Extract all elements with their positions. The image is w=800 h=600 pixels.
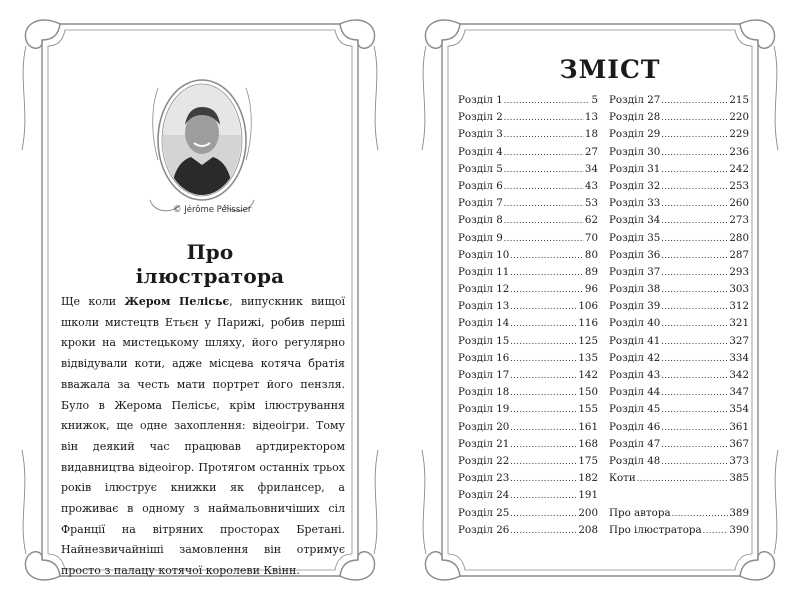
- toc-entry-label: Розділ 27: [609, 94, 661, 106]
- toc-leader-dots: [504, 148, 584, 157]
- toc-entry-label: Розділ 30: [609, 145, 661, 158]
- toc-entry-page: 96: [584, 283, 598, 296]
- toc-leader-dots: [661, 96, 728, 105]
- toc-entry[interactable]: [609, 300, 749, 317]
- toc-leader-dots: [661, 130, 728, 139]
- toc-entry-page: 220: [729, 111, 749, 124]
- toc-entry[interactable]: [458, 438, 598, 455]
- toc-entry-label: Розділ 32: [609, 179, 661, 192]
- toc-entry-label: Розділ 35: [609, 231, 661, 244]
- illustrator-bio: [61, 292, 345, 582]
- toc-leader-dots: [504, 165, 584, 174]
- bio-text: , випускник вищої школи мистецтв Етьєн у Парижі, робив перші кроки на мистецькому шляху, його регулярно відвідували коти, адже місцева котяча братія вважала за честь мати портрет його пензля. Було в Жерома Пелісьє, крім ілюстрування книжок, ще одне захоплення: відеоігри. Тому він деякий час працював артдиректором видавництва відеоігор. Протягом останніх трьох років ілюструє книжки як фрилансер, а проживає в одному з наймальовничіших сіл Франції на вітряних просторах Бретані. Найнезвичайніші замовлення він отримує просто з палацу котячої королеви Квінн.: [61, 295, 346, 578]
- toc-entry-label: Розділ 22: [458, 454, 510, 467]
- toc-entry[interactable]: [609, 232, 749, 249]
- toc-entry-label: Розділ 46: [609, 420, 661, 433]
- toc-leader-dots: [510, 268, 584, 277]
- toc-entry-page: 273: [729, 214, 749, 227]
- toc-entry-label: Розділ 4: [458, 145, 503, 158]
- toc-entry-page: 106: [578, 300, 598, 313]
- toc-entry-page: 354: [729, 403, 749, 416]
- toc-entry-label: Розділ 3: [458, 128, 503, 141]
- toc-entry-label: Розділ 40: [609, 317, 661, 330]
- toc-entry-label: Розділ 36: [609, 248, 661, 261]
- toc-entry-page: 43: [584, 179, 598, 192]
- toc-entry-page: 208: [578, 523, 598, 536]
- toc-entry-page: 229: [729, 128, 749, 141]
- toc-entry[interactable]: [458, 146, 598, 163]
- toc-entry-page: 80: [584, 248, 598, 261]
- toc-entry-label: Розділ 18: [458, 386, 510, 399]
- toc-entry[interactable]: [458, 421, 598, 438]
- toc-entry-label: Розділ 5: [458, 162, 503, 175]
- toc-leader-dots: [510, 491, 577, 500]
- toc-entry[interactable]: [458, 232, 598, 249]
- toc-entry-page: 287: [729, 248, 749, 261]
- toc-entry-label: Розділ 24: [458, 489, 510, 502]
- toc-leader-dots: [510, 354, 577, 363]
- toc-entry-label: Розділ 28: [609, 111, 661, 124]
- toc-leader-dots: [510, 371, 577, 380]
- toc-entry-page: 116: [578, 317, 598, 330]
- toc-entry-label: Коти: [609, 472, 636, 485]
- toc-entry-page: 5: [591, 94, 598, 106]
- toc-entry[interactable]: [458, 300, 598, 317]
- toc-leader-dots: [504, 199, 584, 208]
- toc-entry-label: Розділ 11: [458, 265, 510, 278]
- toc-entry[interactable]: [609, 524, 749, 541]
- toc-entry-page: 182: [578, 472, 598, 485]
- toc-entry-page: 191: [578, 489, 598, 502]
- toc-entry-page: 161: [578, 420, 598, 433]
- toc-leader-dots: [661, 251, 728, 260]
- toc-entry-page: 390: [729, 523, 749, 536]
- toc-leader-dots: [661, 113, 728, 122]
- right-page: [400, 0, 800, 600]
- toc-leader-dots: [661, 457, 728, 466]
- toc-entry[interactable]: [609, 421, 749, 438]
- toc-entry[interactable]: [458, 403, 598, 420]
- toc-entry[interactable]: [609, 249, 749, 266]
- toc-entry[interactable]: [609, 317, 749, 334]
- photo-credit: © Jérôme Pélissier: [173, 205, 252, 215]
- toc-entry[interactable]: [458, 111, 598, 128]
- toc-entry[interactable]: [458, 507, 598, 524]
- toc-entry-page: 321: [729, 317, 749, 330]
- toc-entry[interactable]: [458, 317, 598, 334]
- toc-leader-dots: [661, 234, 728, 243]
- toc-leader-dots: [504, 96, 591, 105]
- toc-leader-dots: [510, 388, 577, 397]
- toc-leader-dots: [661, 148, 728, 157]
- toc-entry[interactable]: [609, 403, 749, 420]
- toc-entry-label: Розділ 43: [609, 369, 661, 381]
- toc-entry[interactable]: [609, 197, 749, 214]
- toc-leader-dots: [510, 423, 577, 432]
- toc-leader-dots: [703, 526, 729, 535]
- toc-entry[interactable]: [458, 335, 598, 352]
- toc-leader-dots: [661, 388, 728, 397]
- toc-entry[interactable]: [609, 266, 749, 283]
- toc-entry[interactable]: [458, 369, 598, 386]
- toc-entry[interactable]: [458, 266, 598, 283]
- toc-entry-label: Розділ 6: [458, 179, 503, 192]
- toc-leader-dots: [661, 371, 728, 380]
- toc-leader-dots: [661, 440, 728, 449]
- toc-entry[interactable]: [458, 455, 598, 472]
- toc-entry-page: 389: [729, 506, 749, 519]
- toc-entry[interactable]: [458, 489, 598, 506]
- toc-entry-label: Розділ 23: [458, 472, 510, 485]
- toc-entry-label: Розділ 34: [609, 214, 661, 227]
- toc-entry-page: 13: [584, 111, 598, 124]
- toc-entry-label: Розділ 8: [458, 214, 503, 227]
- toc-entry[interactable]: [609, 369, 749, 386]
- toc-entry-label: Розділ 10: [458, 248, 510, 261]
- toc-entry-label: Розділ 13: [458, 300, 510, 313]
- toc-leader-dots: [504, 234, 584, 243]
- toc-leader-dots: [504, 130, 584, 139]
- toc-entry-label: Розділ 14: [458, 317, 510, 330]
- toc-entry-label: Розділ 29: [609, 128, 661, 141]
- toc-leader-dots: [510, 319, 577, 328]
- toc-entry-label: Розділ 9: [458, 231, 503, 244]
- toc-entry[interactable]: [458, 524, 598, 541]
- toc-entry-label: Розділ 33: [609, 197, 661, 210]
- toc-entry-label: Розділ 38: [609, 283, 661, 296]
- toc-leader-dots: [661, 268, 728, 277]
- toc-entry-page: 347: [729, 386, 749, 399]
- toc-entry-page: 367: [729, 437, 749, 450]
- toc-entry-page: 303: [729, 283, 749, 296]
- toc-entry-page: 125: [578, 334, 598, 347]
- toc-entry-page: 342: [729, 369, 749, 381]
- toc-entry-page: 236: [729, 145, 749, 158]
- toc-column-1: [458, 94, 598, 541]
- toc-entry[interactable]: [609, 472, 749, 489]
- bio-name: Жером Пелісьє: [124, 295, 230, 308]
- toc-entry[interactable]: [458, 197, 598, 214]
- toc-entry-page: 168: [578, 437, 598, 450]
- toc-entry-page: 215: [729, 94, 749, 106]
- toc-entry-label: Розділ 21: [458, 437, 510, 450]
- toc-entry-page: 155: [578, 403, 598, 416]
- toc-entry-label: Розділ 17: [458, 369, 510, 381]
- toc-entry[interactable]: [609, 214, 749, 231]
- toc-entry-label: Розділ 39: [609, 300, 661, 313]
- toc-entry-page: 150: [578, 386, 598, 399]
- toc-entry[interactable]: [458, 128, 598, 145]
- toc-leader-dots: [510, 405, 577, 414]
- toc-entry-page: 62: [584, 214, 598, 227]
- toc-entry-page: 200: [578, 506, 598, 519]
- toc-entry-page: 253: [729, 179, 749, 192]
- toc-entry-label: Розділ 15: [458, 334, 510, 347]
- toc-entry[interactable]: [609, 283, 749, 300]
- toc-entry-label: Розділ 1: [458, 94, 503, 106]
- toc-leader-dots: [637, 474, 729, 483]
- toc-leader-dots: [510, 509, 577, 518]
- toc-leader-dots: [510, 337, 577, 346]
- toc-entry[interactable]: [609, 386, 749, 403]
- toc-entry[interactable]: [609, 335, 749, 352]
- toc-entry[interactable]: [609, 128, 749, 145]
- toc-entry-label: Про ілюстратора: [609, 523, 702, 536]
- toc-column-2: [609, 94, 749, 541]
- toc-entry[interactable]: [458, 249, 598, 266]
- toc-entry-page: 175: [578, 454, 598, 467]
- toc-entry[interactable]: [458, 386, 598, 403]
- toc-entry-label: Розділ 47: [609, 437, 661, 450]
- toc-entry-label: Розділ 2: [458, 111, 503, 124]
- toc-entry-page: 293: [729, 265, 749, 278]
- toc-entry-label: Розділ 42: [609, 351, 661, 364]
- toc-entry-page: 260: [729, 197, 749, 210]
- toc-entry-label: Розділ 45: [609, 403, 661, 416]
- toc-entry[interactable]: [458, 180, 598, 197]
- section-title: Про ілюстратора: [135, 240, 285, 288]
- toc-entry-label: Розділ 19: [458, 403, 510, 416]
- toc-leader-dots: [661, 319, 728, 328]
- toc-leader-dots: [661, 337, 728, 346]
- toc-leader-dots: [661, 354, 728, 363]
- toc-leader-dots: [510, 474, 577, 483]
- toc-entry[interactable]: [609, 438, 749, 455]
- toc-entry-label: Розділ 41: [609, 334, 661, 347]
- toc-entry-label: Розділ 12: [458, 283, 510, 296]
- toc-leader-dots: [661, 285, 728, 294]
- toc-leader-dots: [661, 165, 728, 174]
- toc-entry-label: Про автора: [609, 506, 671, 519]
- toc-leader-dots: [510, 457, 577, 466]
- toc-entry[interactable]: [609, 507, 749, 524]
- bio-lead: Ще коли: [61, 295, 125, 308]
- toc-leader-dots: [504, 216, 584, 225]
- toc-entry-page: 34: [584, 162, 598, 175]
- toc-entry[interactable]: [609, 146, 749, 163]
- toc-entry[interactable]: [458, 283, 598, 300]
- illustrator-portrait: [163, 85, 241, 195]
- toc-entry[interactable]: [458, 94, 598, 111]
- toc-leader-dots: [661, 216, 728, 225]
- toc-entry[interactable]: [609, 352, 749, 369]
- toc-entry[interactable]: [458, 163, 598, 180]
- toc-title: ЗМІСТ: [559, 55, 661, 84]
- toc-entry[interactable]: [609, 163, 749, 180]
- toc-entry-label: Розділ 44: [609, 386, 661, 399]
- toc-leader-dots: [672, 509, 729, 518]
- toc-leader-dots: [510, 251, 584, 260]
- toc-entry-page: 385: [729, 472, 749, 485]
- toc-leader-dots: [661, 199, 728, 208]
- toc-leader-dots: [661, 302, 728, 311]
- toc-entry-page: 70: [584, 231, 598, 244]
- toc-entry[interactable]: [458, 472, 598, 489]
- toc-entry-label: Розділ 37: [609, 265, 661, 278]
- toc-leader-dots: [504, 182, 584, 191]
- toc-leader-dots: [504, 113, 584, 122]
- toc-entry-page: 242: [729, 162, 749, 175]
- toc-entry[interactable]: [609, 455, 749, 472]
- toc-entry-page: 135: [578, 351, 598, 364]
- toc-entry-page: 312: [729, 300, 749, 313]
- toc-entry-label: Розділ 16: [458, 351, 510, 364]
- toc-leader-dots: [661, 423, 728, 432]
- toc-leader-dots: [661, 405, 728, 414]
- toc-entry[interactable]: [609, 94, 749, 111]
- toc-entry-label: Розділ 31: [609, 162, 661, 175]
- toc-leader-dots: [510, 440, 577, 449]
- toc-spacer: [609, 489, 749, 506]
- toc-entry-label: Розділ 26: [458, 523, 510, 536]
- toc-entry-label: Розділ 48: [609, 454, 661, 467]
- toc-entry-page: 334: [729, 351, 749, 364]
- toc-entry-page: 373: [729, 454, 749, 467]
- toc-leader-dots: [510, 285, 584, 294]
- toc-entry-label: Розділ 25: [458, 506, 510, 519]
- toc-leader-dots: [661, 182, 728, 191]
- toc-leader-dots: [510, 302, 577, 311]
- toc-entry[interactable]: [458, 214, 598, 231]
- toc-entry-page: 280: [729, 231, 749, 244]
- toc-entry-page: 89: [584, 265, 598, 278]
- toc-entry-page: 361: [729, 420, 749, 433]
- toc-entry[interactable]: [458, 352, 598, 369]
- toc-entry-page: 27: [584, 145, 598, 158]
- toc-entry[interactable]: [609, 111, 749, 128]
- toc-entry-page: 53: [584, 197, 598, 210]
- toc-entry-page: 327: [729, 334, 749, 347]
- toc-entry-page: 18: [584, 128, 598, 141]
- toc-leader-dots: [510, 526, 577, 535]
- toc-entry[interactable]: [609, 180, 749, 197]
- toc-entry-label: Розділ 7: [458, 197, 503, 210]
- toc-entry-page: 142: [578, 369, 598, 381]
- toc-entry-label: Розділ 20: [458, 420, 510, 433]
